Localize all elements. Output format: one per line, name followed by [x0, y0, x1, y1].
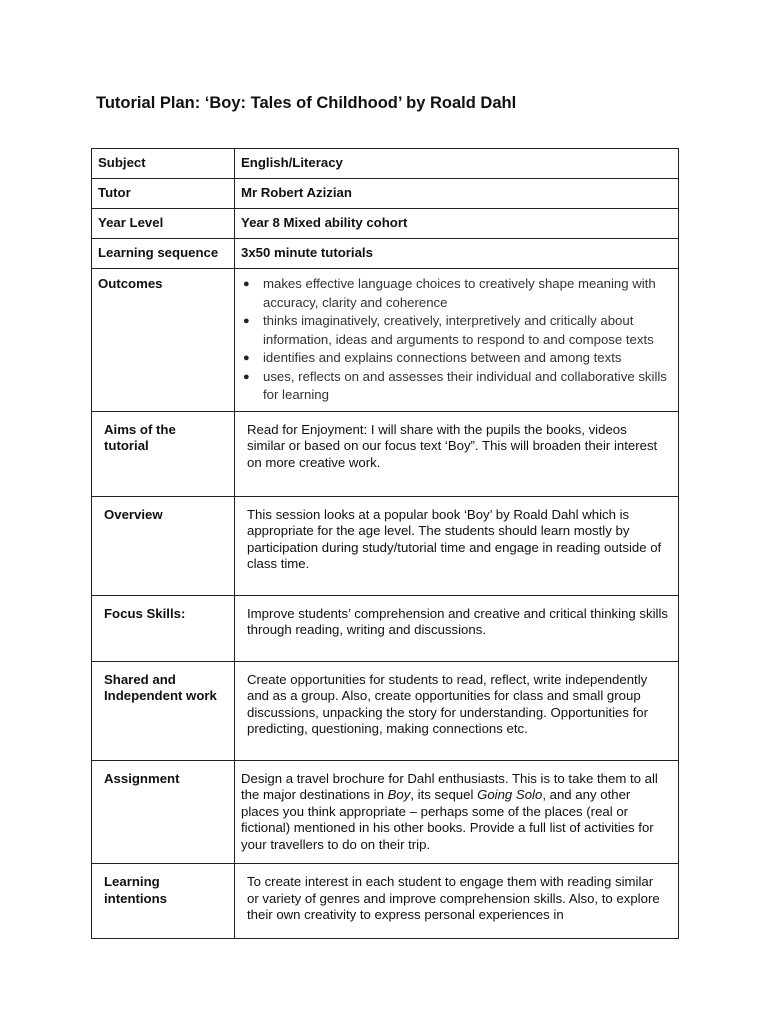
- table-row-year-level: [92, 209, 679, 239]
- row-label-shared-work: Shared and Independent work: [104, 671, 217, 703]
- list-item: [243, 275, 674, 312]
- assignment-text: Design a travel brochure for Dahl enthusiasts. This is to take them to all the major destinations in: [241, 770, 658, 802]
- bullet-icon: ●: [243, 370, 250, 383]
- row-value-overview: This session looks at a popular book ‘Boy’ by Roald Dahl which is appropriate for the age level. The students should learn mostly by participation during study/tutorial time and engage in reading outside of class time.: [247, 506, 662, 571]
- row-value-focus-skills: Improve students’ comprehension and creative and critical thinking skills through reading, writing and discussions.: [247, 605, 668, 637]
- table-row-aims: [92, 411, 679, 496]
- outcome-text: thinks imaginatively, creatively, interpretively and critically about information, ideas and arguments to respond to and compose texts: [263, 313, 654, 347]
- table-row-outcomes: [92, 269, 679, 412]
- row-value-assignment: [235, 761, 678, 864]
- row-value-tutor: Mr Robert Azizian: [241, 185, 352, 200]
- table-row-learning-sequence: [92, 239, 679, 269]
- row-label-overview: Overview: [104, 506, 163, 522]
- outcomes-list: [235, 269, 678, 411]
- row-label-aims: Aims of the tutorial: [104, 421, 176, 453]
- table-row-learning-intentions: [92, 864, 679, 939]
- row-value-subject: English/Literacy: [241, 155, 343, 170]
- row-value-shared-work: Create opportunities for students to read, reflect, write independently and as a group. Also, create opportunities for class and small group discussions, unpacking the story for understanding. Opportunities for predicting, questioning, making connections etc.: [247, 671, 648, 736]
- assignment-text: , its sequel: [410, 787, 478, 802]
- table-row-assignment: [92, 760, 679, 864]
- outcome-text: uses, reflects on and assesses their individual and collaborative skills for learning: [263, 368, 667, 402]
- table-row-shared-work: [92, 661, 679, 760]
- table-row-overview: [92, 496, 679, 595]
- row-label-focus-skills: Focus Skills:: [104, 605, 186, 621]
- row-label-assignment: Assignment: [104, 770, 180, 786]
- page-title: Tutorial Plan: ‘Boy: Tales of Childhood’ by Roald Dahl: [96, 94, 517, 112]
- tutorial-plan-table: [91, 148, 679, 939]
- row-label-learning-sequence: Learning sequence: [98, 245, 219, 260]
- book-title-boy: Boy: [387, 787, 411, 802]
- row-label-year-level: Year Level: [98, 215, 164, 230]
- row-value-learning-sequence: 3x50 minute tutorials: [241, 245, 373, 260]
- table-row-focus-skills: [92, 595, 679, 661]
- assignment-text: , and any other places you think appropriate – perhaps some of the places (real or fictional) mentioned in his other books. Provide a full list of activities for your travellers to do on their trip.: [241, 787, 654, 852]
- outcome-text: makes effective language choices to creatively shape meaning with accuracy, clarity and coherence: [263, 276, 656, 310]
- bullet-icon: ●: [243, 352, 250, 364]
- row-label-subject: Subject: [98, 155, 146, 170]
- book-title-going-solo: Going Solo: [477, 787, 543, 802]
- row-label-learning-intentions: Learning intentions: [104, 874, 168, 906]
- row-value-learning-intentions: To create interest in each student to engage them with reading similar or variety of genres and improve comprehension skills. Also, to explore their own creativity to express personal experiences in: [247, 874, 660, 922]
- row-value-year-level: Year 8 Mixed ability cohort: [241, 215, 408, 230]
- bullet-icon: ●: [243, 278, 250, 290]
- row-value-aims: Read for Enjoyment: I will share with the pupils the books, videos similar or based on our focus text ‘Boy”. This will broaden their interest on more creative work.: [247, 421, 658, 470]
- list-item: [243, 312, 674, 349]
- row-label-tutor: Tutor: [98, 185, 131, 200]
- row-label-outcomes: Outcomes: [98, 276, 163, 291]
- outcome-text: identifies and explains connections between and among texts: [263, 350, 622, 365]
- table-row-subject: [92, 149, 679, 179]
- table-row-tutor: [92, 179, 679, 209]
- list-item: [243, 368, 674, 405]
- list-item: [243, 349, 674, 368]
- bullet-icon: ●: [243, 315, 250, 327]
